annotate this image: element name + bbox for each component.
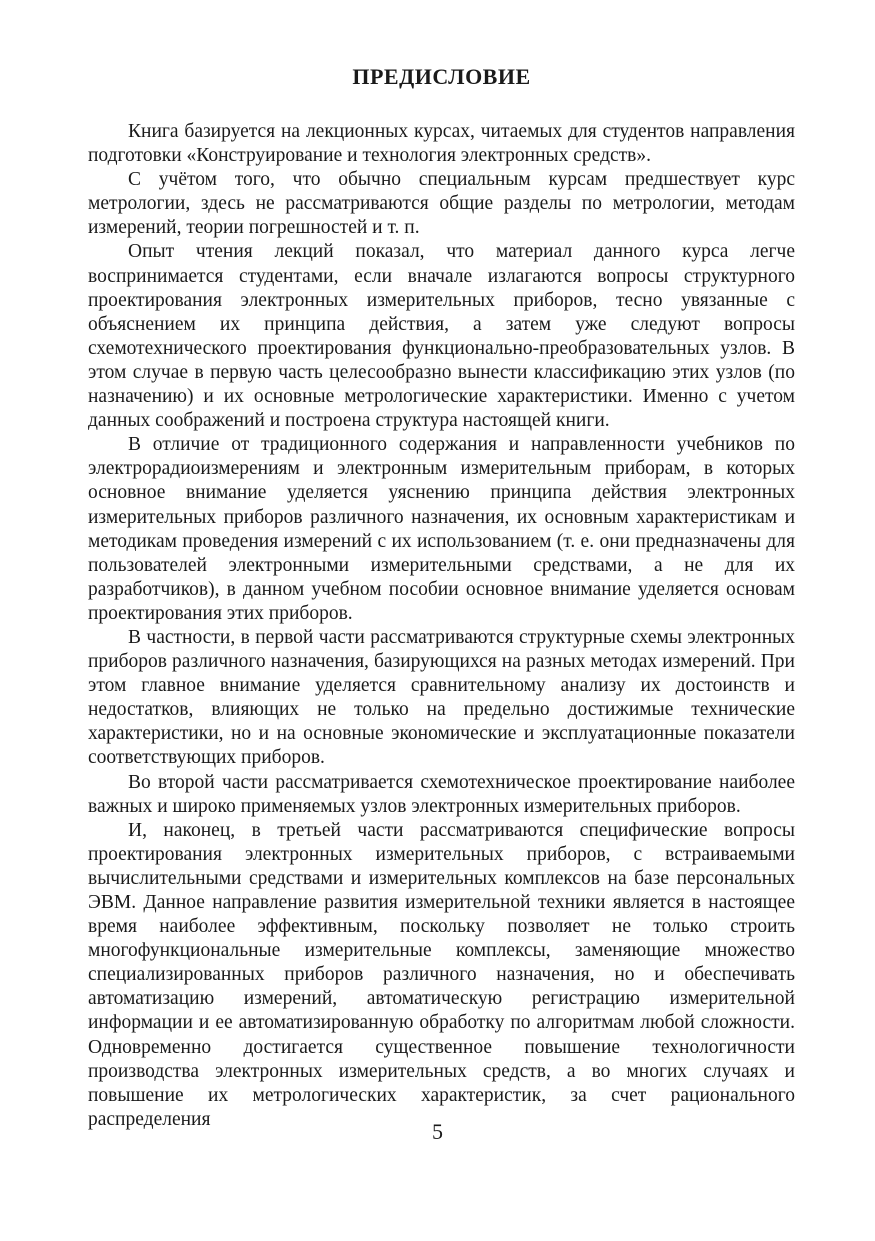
page-number: 5 — [432, 1119, 443, 1144]
paragraph-2: С учётом того, что обычно специальным курсам предшествует курс метрологии, здесь не рассматриваются общие разделы по метрологии, методам измерений, теории погрешностей и т. п. — [88, 169, 795, 239]
paragraph-6: Во второй части рассматривается схемотехническое проектирование наиболее важных и широко применяемых узлов электронных измерительных приборов. — [88, 771, 795, 817]
paragraph-7: И, наконец, в третьей части рассматриваются специфические вопросы проектирования электронных измерительных приборов, с встраиваемыми вычислительными средствами и измерительных комплексов на базе персональных ЭВМ. Данное направление развития измерительной техники является в настоящее время наиболее эффективным, поскольку позволяет не только строить многофункциональные измерительные комплексы, заменяющие множество специализированных приборов различного назначения, но и обеспечивать автоматизацию измерений, автоматическую регистрацию измерительной информации и ее автоматизированную обработку по алгоритмам любой сложности. Одновременно достигается существенное повышение технологичности производства электронных измерительных средств, а во многих случаях и повышение их метрологических характеристик, за счет рационального распределения — [88, 819, 795, 1130]
paragraph-5: В частности, в первой части рассматриваются структурные схемы электронных приборов различного назначения, базирующихся на разных методах измерений. При этом главное внимание уделяется сравнительному анализу их достоинств и недостатков, влияющих не только на предельно достижимые технические характеристики, но и на основные экономические и эксплуатационные показатели соответствующих приборов. — [88, 626, 795, 769]
page-title: ПРЕДИСЛОВИЕ — [352, 64, 531, 89]
paragraph-3: Опыт чтения лекций показал, что материал данного курса легче воспринимается студентами, если вначале излагаются вопросы структурного проектирования электронных измерительных приборов, тесно увязанные с объяснением их принципа действия, а затем уже следуют вопросы схемотехнического проектирования функционально-преобразовательных узлов. В этом случае в первую часть целесообразно вынести классификацию этих узлов (по назначению) и их основные метрологические характеристики. Именно с учетом данных соображений и построена структура настоящей книги. — [88, 241, 795, 432]
paragraph-1: Книга базируется на лекционных курсах, читаемых для студентов направления подготовки «Конструирование и технология электронных средств». — [88, 121, 795, 167]
paragraph-4: В отличие от традиционного содержания и направленности учебников по электрорадиоизмерениям и электронным измерительным приборам, в которых основное внимание уделяется уяснению принципа действия электронных измерительных приборов различного назначения, их основным характеристикам и методикам проведения измерений с их использованием (т. е. они предназначены для пользователей электронными измерительными средствами, а не для их разработчиков), в данном учебном пособии основное внимание уделяется основам проектирования этих приборов. — [88, 434, 795, 624]
page-body — [88, 62, 795, 1132]
